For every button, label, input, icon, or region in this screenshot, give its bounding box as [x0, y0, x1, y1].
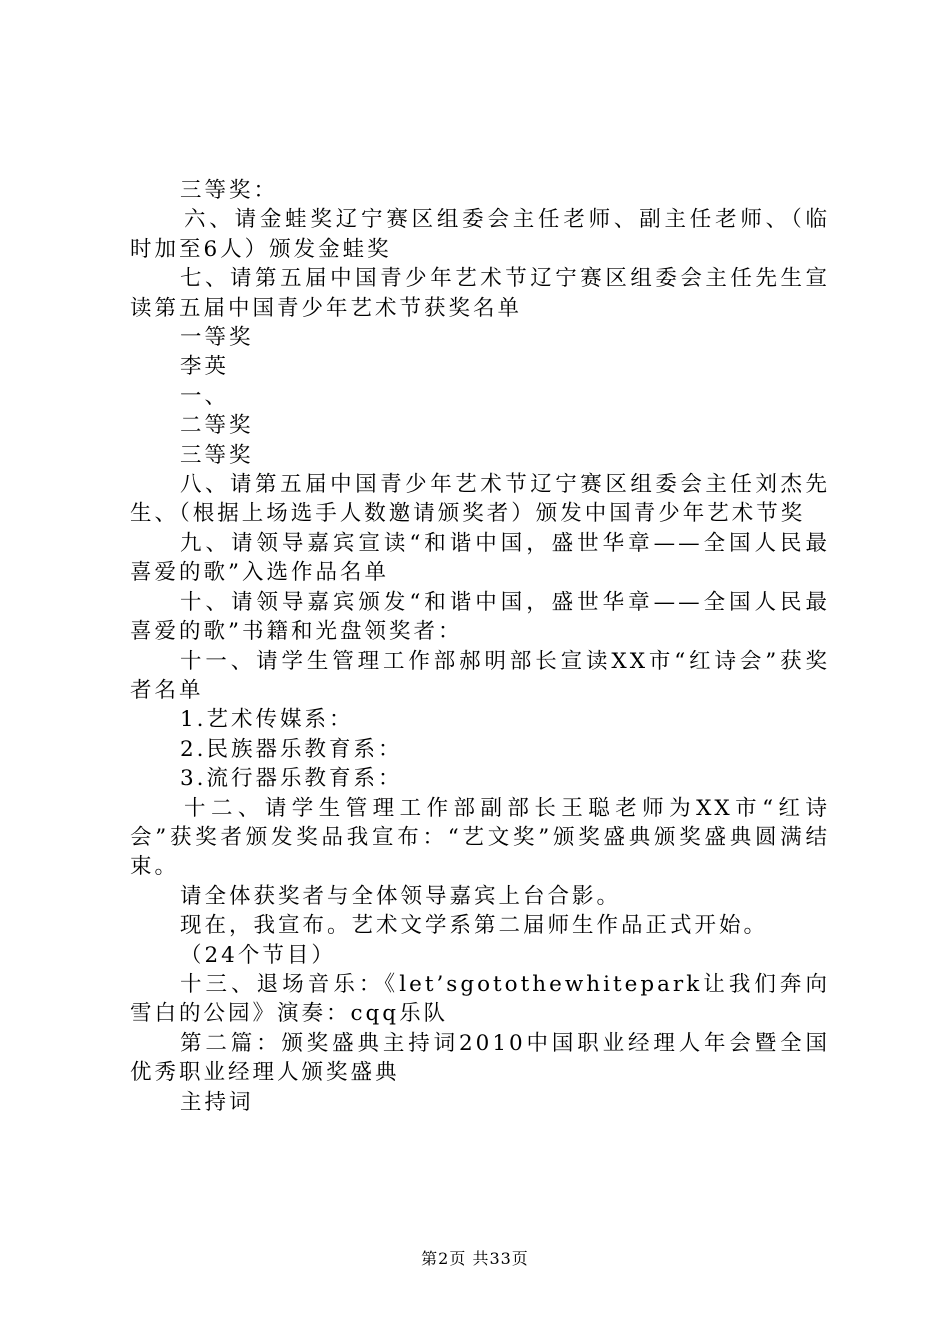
paragraph: 七、请第五届中国青少年艺术节辽宁赛区组委会主任先生宣读第五届中国青少年艺术节获奖名单: [130, 266, 830, 321]
paragraph: 十三、退场音乐：《let’sgotothewhitepark让我们奔向雪白的公园》演奏：cqq乐队: [130, 971, 830, 1027]
paragraph: 八、请第五届中国青少年艺术节辽宁赛区组委会主任刘杰先生、（根据上场选手人数邀请颁奖者）颁发中国青少年艺术节奖: [130, 472, 830, 527]
page-number-footer: 第2页 共33页: [421, 1249, 529, 1268]
paragraph: 一、: [180, 383, 230, 409]
paragraph: 主持词: [180, 1089, 254, 1115]
paragraph: 李英: [180, 354, 230, 380]
paragraph: 一等奖: [180, 325, 254, 351]
paragraph: 十一、请学生管理工作部郝明部长宣读XX市“红诗会”获奖者名单: [130, 648, 830, 703]
paragraph: 请全体获奖者与全体领导嘉宾上台合影。: [180, 883, 622, 909]
paragraph: 三等奖: [180, 442, 254, 468]
paragraph: 第二篇：颁奖盛典主持词2010中国职业经理人年会暨全国优秀职业经理人颁奖盛典: [130, 1030, 830, 1086]
paragraph: 六、请金蛙奖辽宁赛区组委会主任老师、副主任老师、（临时加至6人）颁发金蛙奖: [130, 207, 830, 262]
paragraph: 二等奖: [180, 413, 254, 439]
paragraph: 九、请领导嘉宾宣读“和谐中国，盛世华章——全国人民最喜爱的歌”入选作品名单: [130, 530, 830, 586]
paragraph: 1.艺术传媒系：: [180, 707, 354, 733]
paragraph: 十、请领导嘉宾颁发“和谐中国，盛世华章——全国人民最喜爱的歌”书籍和光盘领奖者：: [130, 589, 830, 645]
document-body: [130, 176, 830, 1117]
paragraph: 十二、请学生管理工作部副部长王聪老师为XX市“红诗会”获奖者颁发奖品我宣布：“艺文奖”颁奖盛典颁奖盛典圆满结束。: [130, 795, 830, 880]
paragraph: （24个节目）: [180, 942, 336, 968]
paragraph: 3.流行器乐教育系：: [180, 766, 403, 792]
paragraph: 现在，我宣布。艺术文学系第二届师生作品正式开始。: [180, 913, 769, 939]
paragraph: 2.民族器乐教育系：: [180, 736, 403, 762]
paragraph: 三等奖：: [180, 178, 279, 203]
